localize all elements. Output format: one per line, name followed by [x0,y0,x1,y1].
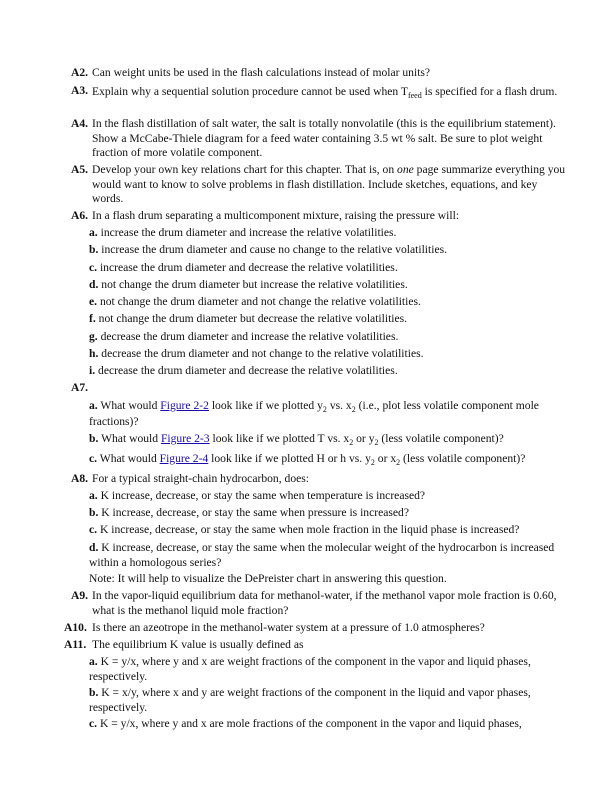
option-text: not change the drum diameter and not change the relative volatilities. [99,295,421,308]
option-label: d. [89,541,99,554]
text-segment: or x [374,452,397,465]
subscript: 2 [351,405,356,414]
option-text: K = x/y, where x and y are weight fractions of the component in the liquid and vapor phases, respectively. [89,686,531,714]
question-label: A7. [71,381,89,394]
text-segment: look like if we plotted H or h vs. y [208,452,371,465]
text-segment: Explain why a sequential solution procedure cannot be used when T [92,85,408,98]
question-label: A2. [71,66,89,79]
option-label: b. [89,243,99,256]
option-text: K increase, decrease, or stay the same when pressure is increased? [101,506,410,519]
note-text: Note: It will help to visualize the DePreister chart in answering this question. [89,572,447,585]
question-text: Can weight units be used in the flash calculations instead of molar units? [92,66,431,79]
option-text: increase the drum diameter and cause no change to the relative volatilities. [101,243,448,256]
question-text: In the flash distillation of salt water, the salt is totally nonvolatile (this is the equilibrium statement). Show a McCabe-Thiele diagram for a feed water containing 3.5 wt % salt. Be sure to plot weight fraction of more volatile component. [92,117,556,159]
option-label: c. [89,717,98,730]
text-segment: (less volatile component)? [378,432,504,445]
text-segment: vs. x [326,399,352,412]
option-text: not change the drum diameter but increase the relative volatilities. [101,278,408,291]
subscript: 2 [396,458,401,467]
option-text: K increase, decrease, or stay the same when mole fraction in the liquid phase is increased? [99,523,520,536]
text-segment: look like if we plotted y [208,399,323,412]
text-segment: (i.e., plot less volatile component mole fractions)? [89,399,539,428]
question-label: A4. [71,117,89,130]
option-text: increase the drum diameter and decrease the relative volatilities. [99,261,398,274]
option-label: b. [89,506,99,519]
option-text: decrease the drum diameter and decrease the relative volatilities. [98,364,398,377]
question-label: A3. [71,84,89,97]
text-segment: (less volatile component)? [400,452,526,465]
option-label: f. [89,312,96,325]
question-text: In a flash drum separating a multicomponent mixture, raising the pressure will: [92,209,460,222]
option-label: d. [89,278,99,291]
question-label: A11. [64,638,87,651]
subscript: 2 [322,405,327,414]
option-label: h. [89,347,99,360]
text-segment: What would [101,432,161,445]
question-text [92,84,558,100]
option-label: a. [89,399,98,412]
option-label: a. [89,226,98,239]
subscript: 2 [370,458,375,467]
question-text: For a typical straight-chain hydrocarbon, does: [92,472,309,485]
text-segment: Develop your own key relations chart for this chapter. That is, on [92,163,398,176]
subscript: 2 [374,438,379,447]
option-label: b. [89,432,99,445]
option-label: c. [89,452,98,465]
option-text: decrease the drum diameter and not change to the relative volatilities. [101,347,424,360]
option-label: c. [89,523,98,536]
question-label: A9. [71,589,89,602]
question-label: A5. [71,163,89,176]
option-label: a. [89,655,98,668]
option-text: K = y/x, where y and x are mole fractions of the component in the vapor and liquid phases, [99,717,522,730]
option-label: i. [89,364,96,377]
question-text: Is there an azeotrope in the methanol-water system at a pressure of 1.0 atmospheres? [92,621,485,634]
option-text: K = y/x, where y and x are weight fractions of the component in the vapor and liquid phases, respectively. [89,655,531,683]
option-text: increase the drum diameter and increase the relative volatilities. [100,226,397,239]
text-segment: is specified for a flash drum. [421,85,558,98]
option-text: K increase, decrease, or stay the same when temperature is increased? [100,489,426,502]
emphasis-text: one [397,163,414,176]
question-label: A6. [71,209,89,222]
option-label: e. [89,295,98,308]
subscript: feed [407,91,422,100]
subscript: 2 [349,438,354,447]
option-text: not change the drum diameter but decrease the relative volatilities. [98,312,408,325]
option-label: c. [89,261,98,274]
question-text: In the vapor-liquid equilibrium data for methanol-water, if the methanol vapor mole fraction is 0.60, what is the methanol liquid mole fraction? [92,589,557,617]
text-segment: look like if we plotted T vs. x [209,432,350,445]
option-label: b. [89,686,99,699]
question-text [92,163,570,207]
question-label: A8. [71,472,89,485]
question-text: The equilibrium K value is usually defined as [92,638,304,651]
figure-2-3-link[interactable]: Figure 2-3 [160,432,210,445]
option-label: a. [89,489,98,502]
figure-2-4-link[interactable]: Figure 2-4 [159,452,209,465]
option-text: K increase, decrease, or stay the same when the molecular weight of the hydrocarbon is increased within a homologous series? [89,541,555,569]
option-label: g. [89,330,98,343]
text-segment: What would [100,399,161,412]
figure-2-2-link[interactable]: Figure 2-2 [160,399,209,412]
text-segment: or y [353,432,375,445]
option-text: decrease the drum diameter and increase the relative volatilities. [100,330,399,343]
text-segment: What would [99,452,160,465]
text-segment: page summarize everything you would want to know to solve problems in flash distillation. Include sketches, equations, and key words. [92,163,566,205]
question-label: A10. [64,621,87,634]
